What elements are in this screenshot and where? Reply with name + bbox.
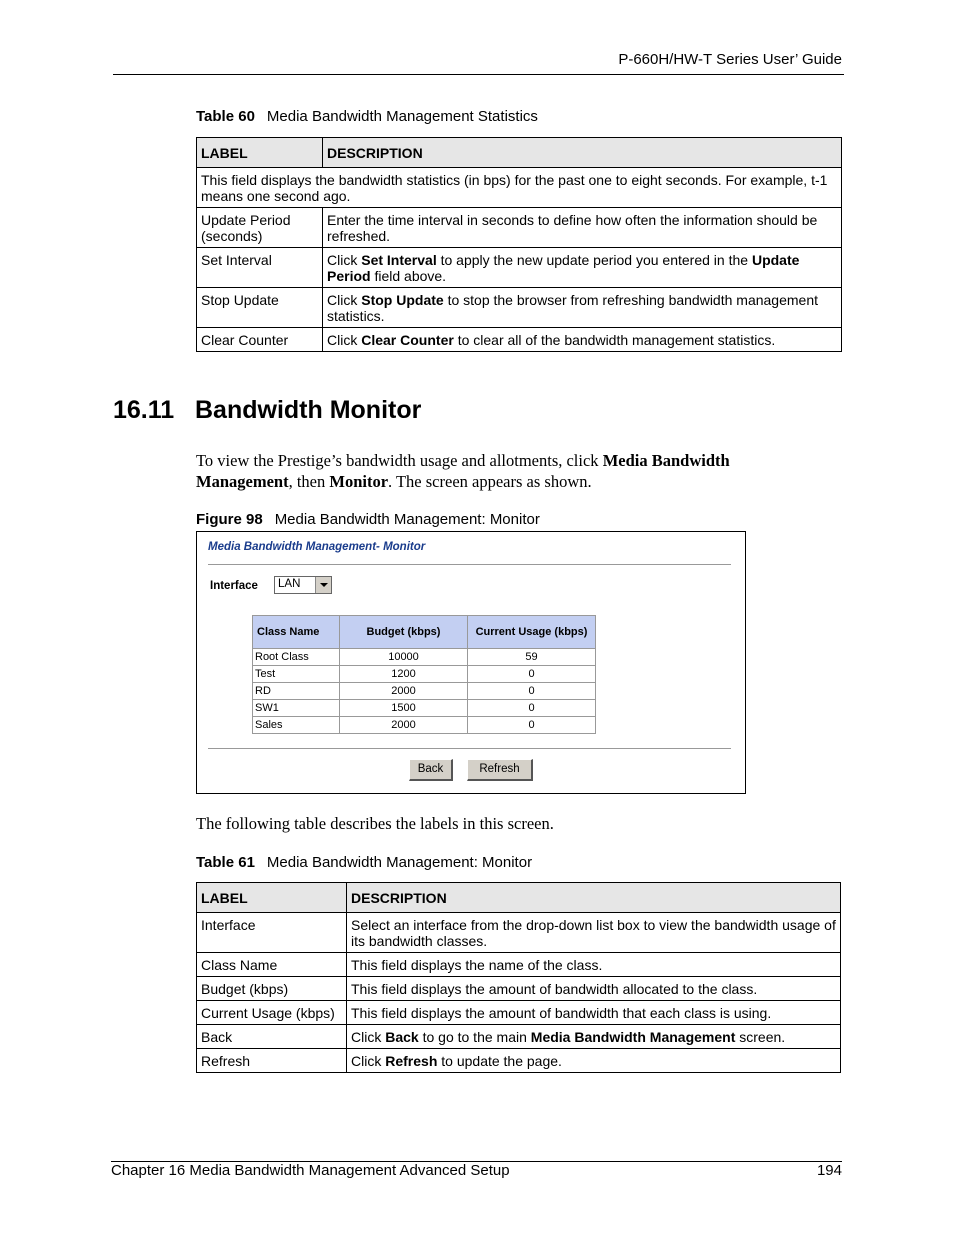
divider [208, 564, 731, 565]
table-row [197, 913, 841, 953]
table60-caption [196, 108, 538, 125]
table-row [197, 1049, 841, 1073]
section-title: Bandwidth Monitor [195, 396, 422, 424]
col-current-usage: Current Usage (kbps) [468, 616, 596, 649]
table-row [197, 288, 842, 328]
figure-caption-title: Media Bandwidth Management: Monitor [274, 511, 540, 528]
table-row [197, 328, 842, 352]
table61-col-label: LABEL [197, 883, 347, 913]
row-label: Stop Update [197, 288, 323, 328]
table-row [197, 953, 841, 977]
table-row [197, 977, 841, 1001]
row-desc: This field displays the amount of bandwidth that each class is using. [347, 1001, 841, 1025]
row-label: Class Name [197, 953, 347, 977]
interface-select[interactable] [274, 576, 332, 594]
interface-label: Interface [210, 580, 258, 592]
row-label: Update Period (seconds) [197, 208, 323, 248]
table-row: Test 1200 0 [253, 666, 596, 683]
row-desc: Click Stop Update to stop the browser from refreshing bandwidth management statistics. [323, 288, 842, 328]
table-row: RD 2000 0 [253, 683, 596, 700]
row-label: Refresh [197, 1049, 347, 1073]
row-label: Current Usage (kbps) [197, 1001, 347, 1025]
row-desc: This field displays the amount of bandwidth allocated to the class. [347, 977, 841, 1001]
row-desc: Click Refresh to update the page. [347, 1049, 841, 1073]
monitor-table [252, 615, 596, 734]
table61-caption-label: Table 61 [196, 854, 255, 871]
table-row [197, 1001, 841, 1025]
table60-caption-label: Table 60 [196, 108, 255, 125]
row-desc: Click Back to go to the main Media Bandwidth Management screen. [347, 1025, 841, 1049]
table-row [197, 208, 842, 248]
chevron-down-icon[interactable] [315, 577, 331, 593]
table60-intro: This field displays the bandwidth statistics (in bps) for the past one to eight seconds. For example, t-1 means one second ago. [197, 168, 842, 208]
section-number: 16.11 [113, 396, 175, 424]
table60-caption-title: Media Bandwidth Management Statistics [266, 108, 538, 125]
divider [208, 748, 731, 749]
table61-caption-title: Media Bandwidth Management: Monitor [266, 854, 533, 871]
section-heading [113, 396, 421, 425]
table60 [196, 137, 842, 352]
table-row [197, 1025, 841, 1049]
table-row: SW1 1500 0 [253, 700, 596, 717]
interface-select-value: LAN [278, 578, 301, 590]
row-desc: Click Clear Counter to clear all of the bandwidth management statistics. [323, 328, 842, 352]
row-label: Clear Counter [197, 328, 323, 352]
screen-title: Media Bandwidth Management- Monitor [208, 541, 426, 553]
footer-chapter: Chapter 16 Media Bandwidth Management Advanced Setup [111, 1162, 510, 1179]
monitor-screenshot [196, 531, 746, 794]
row-label: Set Interval [197, 248, 323, 288]
section-paragraph: To view the Prestige’s bandwidth usage and allotments, click Media Bandwidth Management, then Monitor. The screen appears as shown. [196, 451, 730, 491]
row-label: Back [197, 1025, 347, 1049]
intro-paragraph: The following table describes the labels in this screen. [196, 814, 554, 833]
row-label: Budget (kbps) [197, 977, 347, 1001]
table-row: Sales 2000 0 [253, 717, 596, 734]
header-rule [113, 74, 844, 75]
col-class-name: Class Name [253, 616, 340, 649]
table60-col-label: LABEL [197, 138, 323, 168]
row-desc: Enter the time interval in seconds to define how often the information should be refreshed. [323, 208, 842, 248]
figure-caption [196, 511, 540, 528]
row-label: Interface [197, 913, 347, 953]
figure-caption-label: Figure 98 [196, 511, 263, 528]
table61-col-desc: DESCRIPTION [347, 883, 841, 913]
row-desc: Select an interface from the drop-down list box to view the bandwidth usage of its bandwidth classes. [347, 913, 841, 953]
guide-title: P-660H/HW-T Series User’ Guide [618, 51, 842, 68]
page-number: 194 [816, 1162, 842, 1179]
table-row: Root Class 10000 59 [253, 649, 596, 666]
table61 [196, 882, 841, 1073]
row-desc: This field displays the name of the class. [347, 953, 841, 977]
table-row [197, 248, 842, 288]
table60-col-desc: DESCRIPTION [323, 138, 842, 168]
table61-caption [196, 854, 532, 871]
row-desc: Click Set Interval to apply the new update period you entered in the Update Period field above. [323, 248, 842, 288]
col-budget: Budget (kbps) [340, 616, 468, 649]
back-button[interactable]: Back [409, 759, 453, 781]
refresh-button[interactable]: Refresh [467, 759, 533, 781]
